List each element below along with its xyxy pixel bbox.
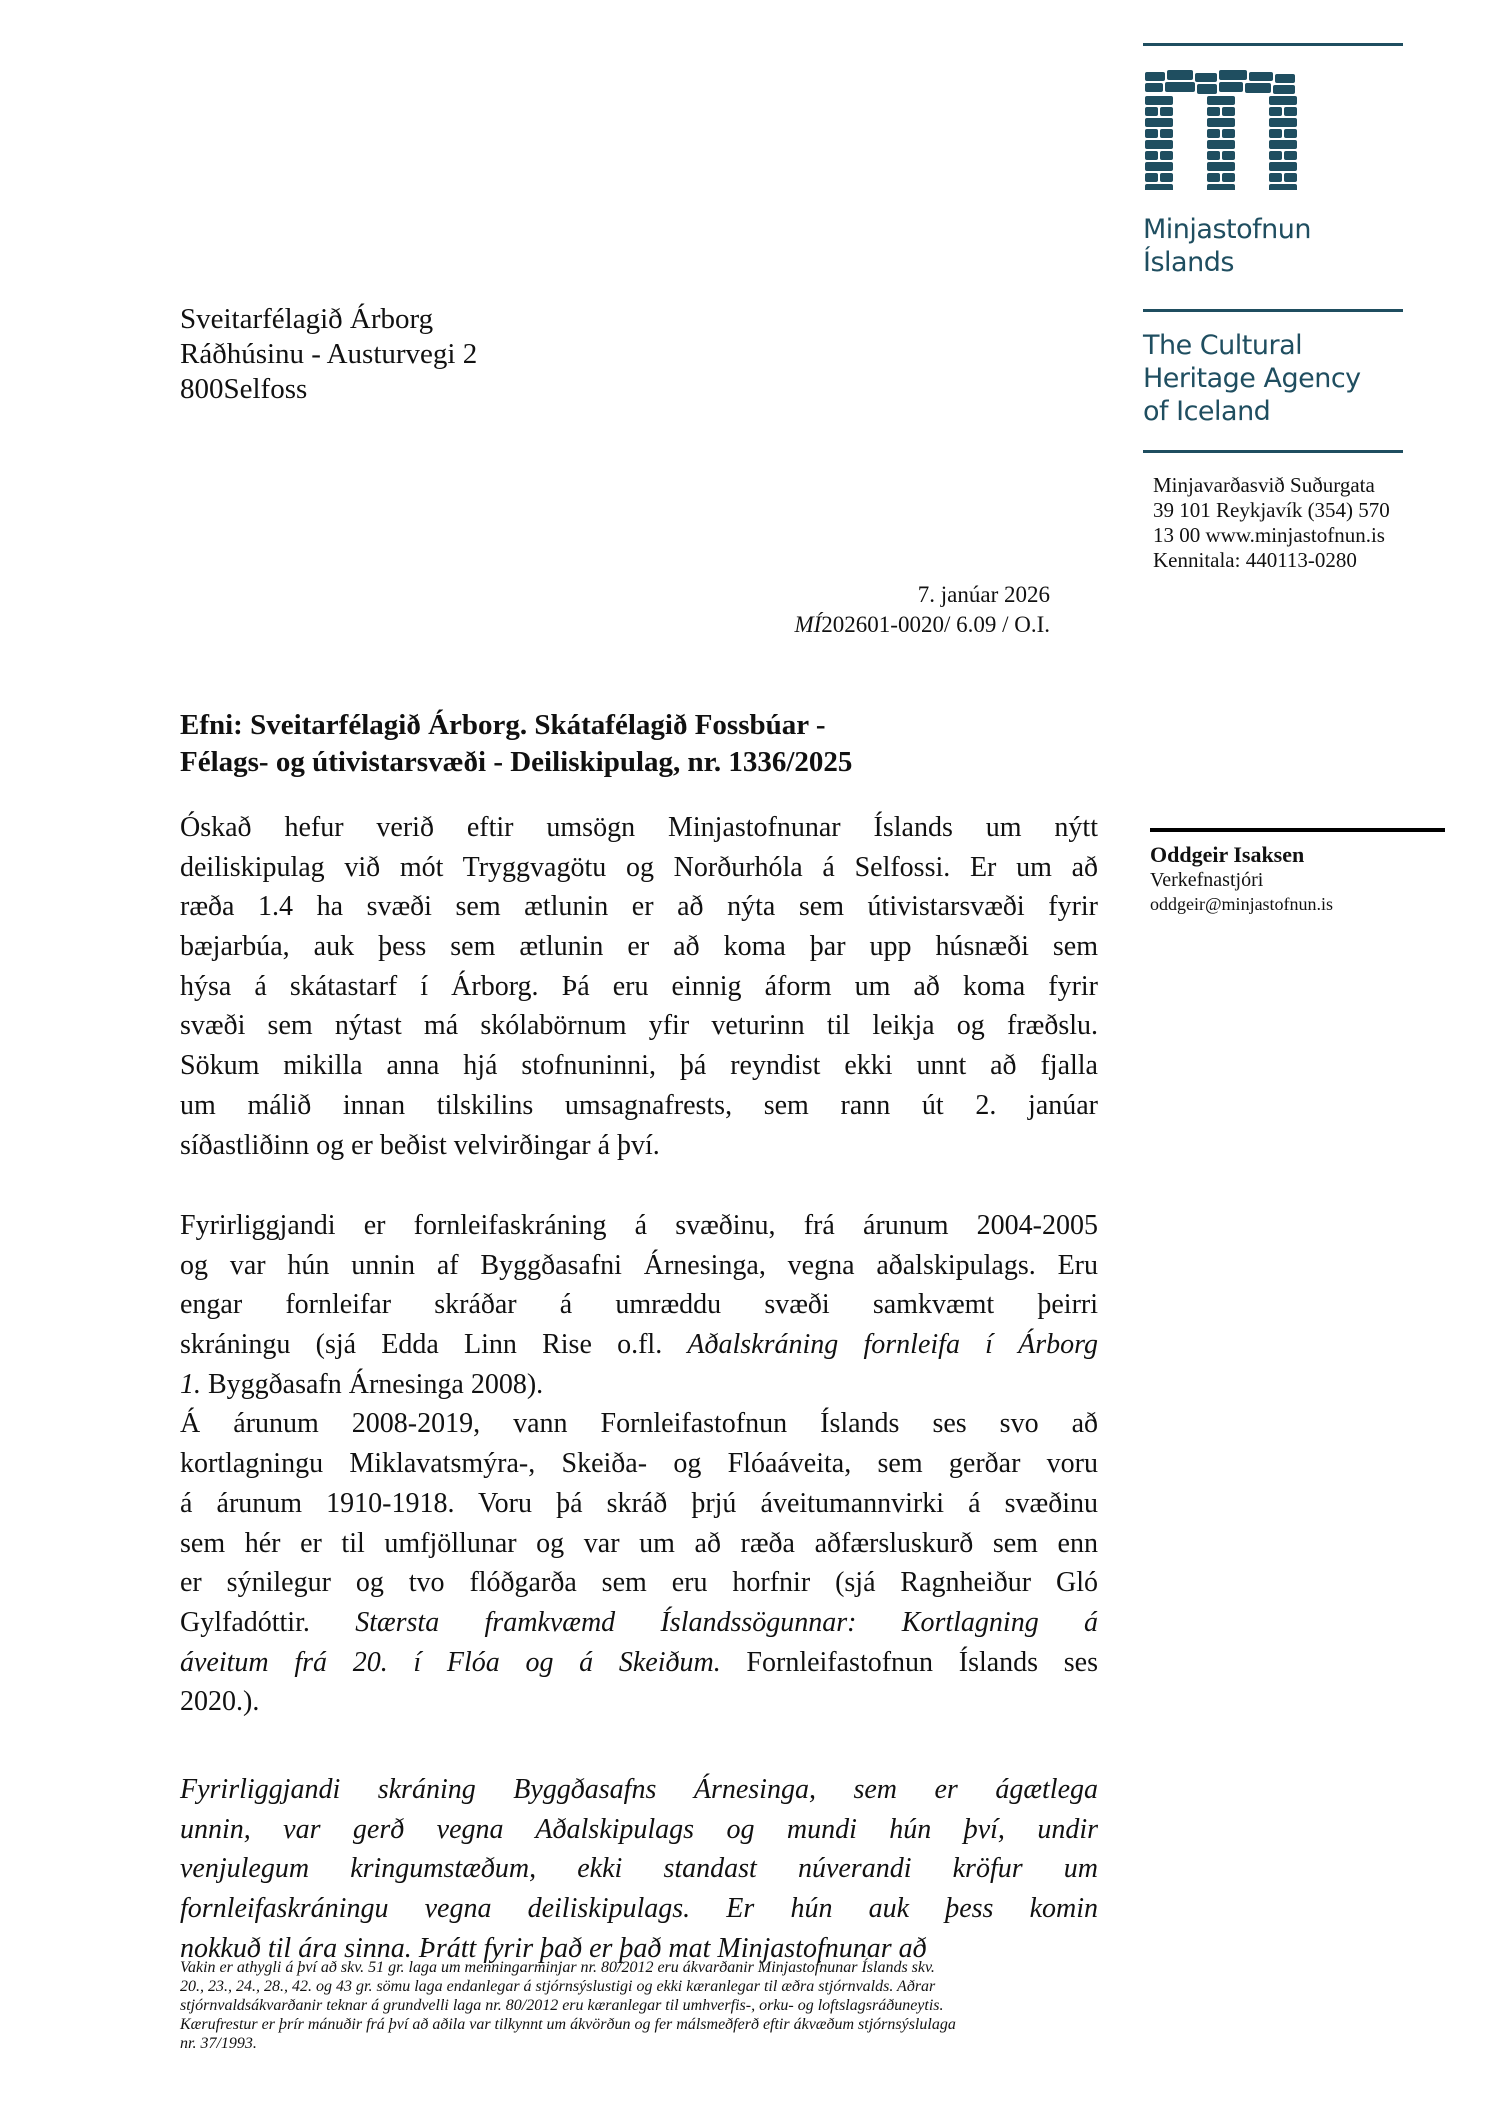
body-paragraph-request xyxy=(180,808,1098,1165)
logo-stone xyxy=(1275,74,1295,83)
logo-stone xyxy=(1207,118,1235,127)
body-line xyxy=(180,1889,1098,1929)
logo-stone xyxy=(1222,107,1235,116)
text-segment: ræða 1.4 ha svæði sem ætlunin er að nýta sem útivistarsvæði fyrir xyxy=(180,891,1098,923)
text-segment: Gylfadóttir. xyxy=(180,1606,356,1638)
logo-stone xyxy=(1207,129,1220,138)
logo-stone xyxy=(1269,140,1297,149)
date-reference-block xyxy=(794,580,1050,640)
italic-text-segment: Fyrirliggjandi skráning Byggðasafns Árnesinga, sem er ágætlega xyxy=(180,1774,1098,1805)
logo-stone xyxy=(1145,151,1158,160)
logo-stone xyxy=(1160,107,1173,116)
body-line xyxy=(180,1810,1098,1850)
logo-stone xyxy=(1160,173,1173,182)
body-line xyxy=(180,848,1098,888)
text-segment: engar fornleifar skráðar á umræddu svæði samkvæmt þeirri xyxy=(180,1289,1098,1321)
body-line xyxy=(180,1206,1098,1246)
body-line xyxy=(180,1524,1098,1564)
logo-stone xyxy=(1207,173,1220,182)
logo-stone xyxy=(1145,72,1165,81)
text-segment: er sýnilegur og tvo flóðgarða sem eru horfnir (sjá Ragnheiður Gló xyxy=(180,1567,1098,1599)
logo-stone xyxy=(1219,82,1243,92)
letterhead-rule-bottom xyxy=(1143,450,1403,453)
text-segment: Byggðasafn Árnesinga 2008). xyxy=(201,1368,544,1400)
letter-date: 7. janúar 2026 xyxy=(917,582,1050,607)
subject-line: Félags- og útivistarsvæði - Deiliskipulag, nr. 1336/2025 xyxy=(180,746,853,778)
logo-stone xyxy=(1145,96,1173,105)
org-name-is-line: Íslands xyxy=(1143,247,1234,278)
contact-email[interactable]: oddgeir@minjastofnun.is xyxy=(1150,894,1334,914)
italic-text-segment: fornleifaskráningu vegna deiliskipulags. Er hún auk þess komin xyxy=(180,1893,1098,1925)
body-line xyxy=(180,1086,1098,1126)
body-line xyxy=(180,1643,1098,1683)
logo-stone xyxy=(1269,151,1282,160)
text-segment: um málið innan tilskilins umsagnafrests, sem rann út 2. janúar xyxy=(180,1089,1098,1121)
org-name-is xyxy=(1143,213,1311,279)
logo-stone xyxy=(1145,173,1158,182)
body-line xyxy=(180,1365,1098,1405)
logo-stone xyxy=(1197,84,1217,94)
body-line xyxy=(180,1006,1098,1046)
org-name-en-line: of Iceland xyxy=(1143,396,1271,427)
logo-stone xyxy=(1249,72,1273,81)
italic-text-segment: áveitum frá 20. í Flóa og á Skeiðum. xyxy=(180,1646,721,1678)
reference-rest: 202601-0020/ 6.09 / O.I. xyxy=(821,612,1050,637)
logo-stone xyxy=(1145,184,1173,190)
logo-stone xyxy=(1269,96,1297,105)
body-line xyxy=(180,1682,1098,1722)
text-segment: Sökum mikilla anna hjá stofnuninni, þá reyndist ekki unnt að fjalla xyxy=(180,1050,1098,1082)
logo-stone xyxy=(1207,96,1235,105)
italic-text-segment: nokkuð til ára sinna. Þrátt fyrir það er það mat Minjastofnunar að xyxy=(180,1932,927,1964)
logo-stone xyxy=(1207,184,1235,190)
text-segment: deiliskipulag við mót Tryggvagötu og Norðurhóla á Selfossi. Er um að xyxy=(180,851,1098,883)
italic-text-segment: Stærsta framkvæmd Íslandssögunnar: Kortlagning á xyxy=(355,1606,1098,1638)
body-line xyxy=(180,1325,1098,1365)
logo-stone xyxy=(1273,85,1295,94)
body-line xyxy=(180,1246,1098,1286)
text-segment: og var hún unnin af Byggðasafni Árnesinga, vegna aðalskipulags. Eru xyxy=(180,1249,1098,1281)
logo-stone xyxy=(1222,129,1235,138)
org-name-is-line: Minjastofnun xyxy=(1143,214,1311,245)
logo-stone xyxy=(1245,83,1271,93)
logo-stone xyxy=(1207,140,1235,149)
body-line xyxy=(180,1849,1098,1889)
body-line xyxy=(180,1126,1098,1166)
body-line xyxy=(180,1603,1098,1643)
address-line: 13 00 www.minjastofnun.is xyxy=(1153,523,1385,547)
logo-stone xyxy=(1195,73,1217,82)
logo-stone xyxy=(1269,184,1297,190)
text-segment: skráningu (sjá Edda Linn Rise o.fl. xyxy=(180,1329,688,1361)
body-line xyxy=(180,887,1098,927)
letterhead-rule-mid xyxy=(1143,309,1403,312)
logo-stone xyxy=(1284,151,1297,160)
text-segment: á árunum 1910-1918. Voru þá skráð þrjú áveitumannvirki á svæðinu xyxy=(180,1487,1098,1519)
logo-stone xyxy=(1207,151,1220,160)
body-line xyxy=(180,1404,1098,1444)
recipient-line: 800Selfoss xyxy=(180,373,308,405)
org-address xyxy=(1153,473,1390,573)
body-line xyxy=(180,1770,1098,1810)
text-segment: kortlagningu Miklavatsmýra-, Skeiða- og Flóaáveita, sem gerðar voru xyxy=(180,1448,1098,1480)
logo-stone xyxy=(1222,151,1235,160)
address-line: 39 101 Reykjavík (354) 570 xyxy=(1153,498,1390,522)
org-name-en-line: The Cultural xyxy=(1143,330,1303,361)
body-line xyxy=(180,927,1098,967)
footer-line: nr. 37/1993. xyxy=(180,2035,257,2052)
logo-stone xyxy=(1145,118,1173,127)
text-segment: sem hér er til umfjöllunar og var um að ræða aðfærsluskurð sem enn xyxy=(180,1527,1098,1559)
address-line: Kennitala: 440113-0280 xyxy=(1153,548,1357,572)
footer-line: stjórnvaldsákvarðanir teknar á grundvelli laga nr. 80/2012 eru kæranlegar til umhverfis-, orku- og loftslagsráðuneytis. xyxy=(180,1997,944,2014)
text-segment: Fyrirliggjandi er fornleifaskráning á svæðinu, frá árunum 2004-2005 xyxy=(180,1210,1098,1241)
legal-footer xyxy=(180,1958,1180,2053)
minjastofnun-logo xyxy=(1145,70,1297,190)
italic-text-segment: unnin, var gerð vegna Aðalskipulags og mundi hún því, undir xyxy=(180,1813,1098,1845)
footer-line: 20., 23., 24., 28., 42. og 43 gr. sömu laga endanlegar á stjórnsýslustigi og ekki kæranlegar til æðra stjórnvalds. Aðrar xyxy=(180,1978,936,1995)
logo-stone xyxy=(1284,129,1297,138)
contact-person-block xyxy=(1150,828,1445,916)
logo-stone xyxy=(1207,107,1220,116)
reference-number xyxy=(794,610,1050,640)
text-segment: bæjarbúa, auk þess sem ætlunin er að koma þar upp húsnæði sem xyxy=(180,931,1098,963)
text-segment: 2020.). xyxy=(180,1686,260,1718)
logo-stone xyxy=(1219,70,1247,80)
body-line xyxy=(180,1563,1098,1603)
logo-stone xyxy=(1145,140,1173,149)
logo-stone xyxy=(1222,173,1235,182)
body-line xyxy=(180,967,1098,1007)
recipient-line: Sveitarfélagið Árborg xyxy=(180,303,434,335)
logo-stone xyxy=(1160,151,1173,160)
logo-stone xyxy=(1145,107,1158,116)
logo-stone xyxy=(1269,118,1297,127)
logo-stone xyxy=(1160,129,1173,138)
contact-divider xyxy=(1150,828,1445,832)
contact-title: Verkefnastjóri xyxy=(1150,869,1264,891)
italic-text-segment: venjulegum kringumstæðum, ekki standast núverandi kröfur um xyxy=(180,1853,1098,1885)
text-segment: Fornleifastofnun Íslands ses xyxy=(720,1646,1098,1678)
contact-name: Oddgeir Isaksen xyxy=(1150,842,1305,867)
italic-text-segment: 1. xyxy=(180,1368,201,1400)
logo-stone xyxy=(1284,173,1297,182)
logo-stone xyxy=(1167,70,1193,80)
org-name-en xyxy=(1143,329,1361,428)
logo-stone xyxy=(1269,107,1282,116)
logo-stone xyxy=(1284,107,1297,116)
footer-line: Kærufrestur er þrír mánuðir frá því að aðila var tilkynnt um ákvörðun og fer málsmeðferð eftir ákvæðum stjórnsýslulaga xyxy=(180,2016,956,2033)
logo-stone xyxy=(1269,162,1297,171)
text-segment: Óskað hefur verið eftir umsögn Minjastofnunar Íslands um nýtt xyxy=(180,812,1098,843)
body-line xyxy=(180,1484,1098,1524)
logo-stone xyxy=(1145,83,1163,92)
text-segment: svæði sem nýtast má skólabörnum yfir veturinn til leikja og fræðslu. xyxy=(180,1010,1098,1042)
italic-text-segment: Aðalskráning fornleifa í Árborg xyxy=(687,1329,1098,1361)
address-line: Minjavarðasvið Suðurgata xyxy=(1153,473,1375,497)
letterhead-rule-top xyxy=(1143,43,1403,46)
body-line xyxy=(180,1285,1098,1325)
recipient-address xyxy=(180,302,477,407)
body-paragraph-assessment xyxy=(180,1770,1098,1968)
subject-line: Efni: Sveitarfélagið Árborg. Skátafélagið Fossbúar - xyxy=(180,709,826,741)
org-name-en-line: Heritage Agency xyxy=(1143,363,1361,394)
logo-stone xyxy=(1145,162,1173,171)
subject-heading xyxy=(180,707,852,781)
recipient-line: Ráðhúsinu - Austurvegi 2 xyxy=(180,338,478,370)
body-line xyxy=(180,1046,1098,1086)
logo-stone xyxy=(1207,162,1235,171)
logo-stone xyxy=(1145,129,1158,138)
body-line xyxy=(180,1444,1098,1484)
text-segment: síðastliðinn og er beðist velvirðingar á því. xyxy=(180,1129,660,1161)
text-segment: Á árunum 2008-2019, vann Fornleifastofnun Íslands ses svo að xyxy=(180,1408,1098,1440)
text-segment: hýsa á skátastarf í Árborg. Þá eru einnig áform um að koma fyrir xyxy=(180,970,1098,1002)
body-line xyxy=(180,808,1098,848)
logo-stone xyxy=(1165,82,1195,92)
logo-stone xyxy=(1269,129,1282,138)
reference-prefix: MÍ xyxy=(794,612,822,637)
footer-line: Vakin er athygli á því að skv. 51 gr. laga um menningarminjar nr. 80/2012 eru ákvarðanir Minjastofnunar Íslands skv. xyxy=(180,1959,935,1976)
body-paragraph-registration xyxy=(180,1206,1098,1722)
logo-stone xyxy=(1269,173,1282,182)
